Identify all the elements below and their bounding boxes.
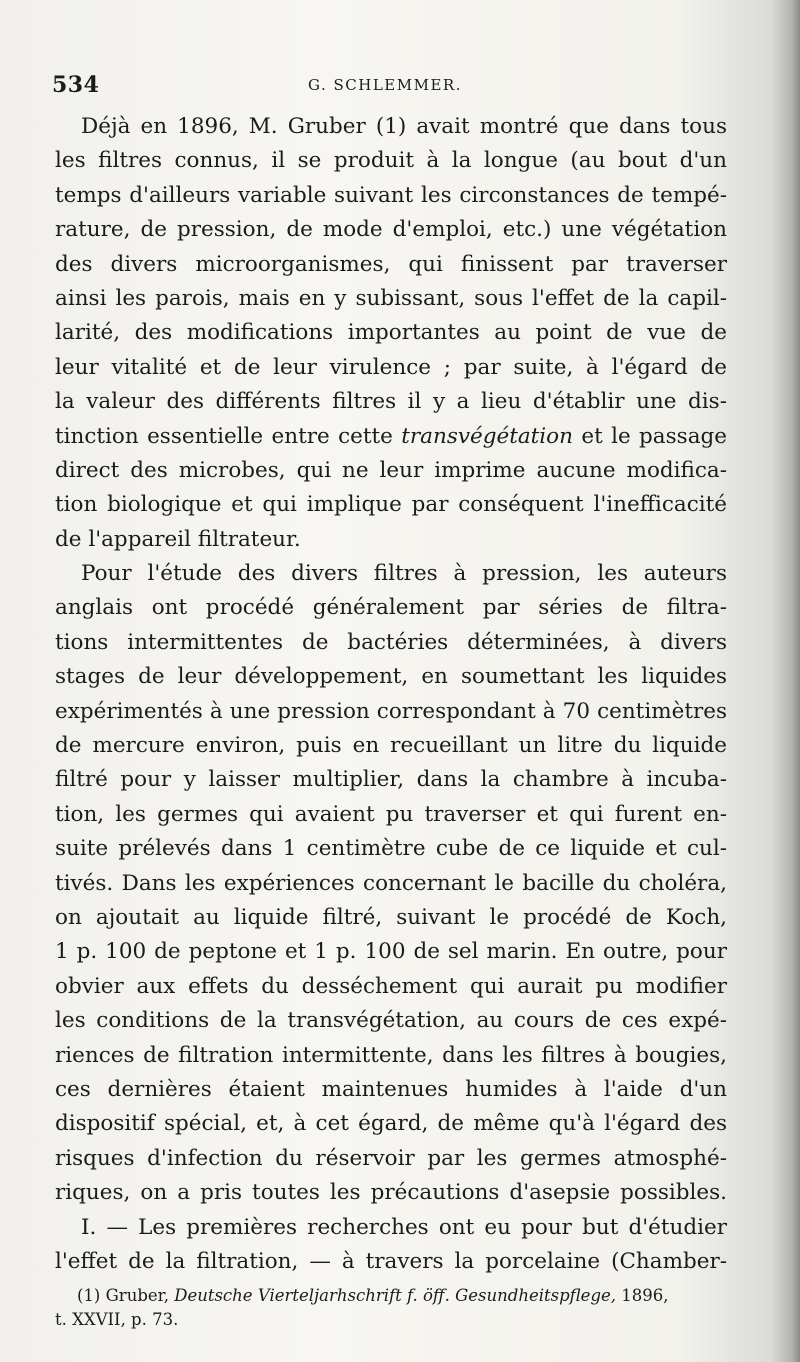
text-line: ces dernières étaient maintenues humides à l'aide d'un (55, 1076, 727, 1102)
page-header (52, 72, 742, 102)
text-line: tions intermittentes de bactéries déterminées, à divers (55, 629, 727, 655)
running-head: G. SCHLEMMER. (308, 76, 462, 94)
text-line: tion biologique et qui implique par conséquent l'inefficacité (55, 492, 727, 518)
footnote-author: Gruber, (105, 1286, 169, 1305)
text-line: Pour l'étude des divers filtres à pression, les auteurs (81, 561, 727, 587)
italic-term: transvégétation (401, 423, 573, 449)
text-line: risques d'infection du réservoir par les germes atmosphé- (55, 1145, 727, 1171)
text-line: rature, de pression, de mode d'emploi, etc.) une végétation (55, 217, 727, 243)
text-line: on ajoutait au liquide filtré, suivant le procédé de Koch, (55, 904, 727, 930)
text-line: riences de filtration intermittente, dans les filtres à bougies, (55, 1042, 727, 1068)
footnote-year: 1896, (621, 1286, 669, 1305)
text-line: la valeur des différents filtres il y a lieu d'établir une dis- (55, 389, 727, 415)
text-line: tivés. Dans les expériences concernant le bacille du choléra, (55, 870, 727, 896)
body-text (55, 110, 727, 1279)
text-line: anglais ont procédé généralement par séries de filtra- (55, 595, 727, 621)
page-edge-shadow (772, 0, 800, 1362)
text-line: leur vitalité et de leur virulence ; par suite, à l'égard de (55, 354, 727, 380)
footnote-marker: (1) (77, 1286, 101, 1305)
text-line: des divers microorganismes, qui finissent par traverser (55, 251, 727, 277)
text-line: de l'appareil filtrateur. (55, 526, 301, 552)
text-line: de mercure environ, puis en recueillant un litre du liquide (55, 733, 727, 759)
text-line: 1 p. 100 de peptone et 1 p. 100 de sel marin. En outre, pour (55, 939, 727, 965)
page-number: 534 (52, 72, 100, 98)
text-line: dispositif spécial, et, à cet égard, de même qu'à l'égard des (55, 1111, 727, 1137)
footnote-journal: Deutsche Vierteljarhschrift f. öff. Gesundheitspflege, (174, 1286, 617, 1305)
text-line: riques, on a pris toutes les précautions d'asepsie possibles. (55, 1180, 727, 1206)
footnote (55, 1284, 735, 1332)
text-line: direct des microbes, qui ne leur imprime aucune modifica- (55, 457, 727, 483)
text-line: expérimentés à une pression correspondant à 70 centimètres (55, 698, 727, 724)
text-line: les filtres connus, il se produit à la longue (au bout d'un (55, 148, 727, 174)
text-line: ainsi les parois, mais en y subissant, sous l'effet de la capil- (55, 285, 727, 311)
text-line: filtré pour y laisser multiplier, dans la chambre à incuba- (55, 767, 727, 793)
text-segment: et le passage (581, 423, 727, 449)
footnote-line (55, 1284, 735, 1308)
text-line: l'effet de la filtration, — à travers la porcelaine (Chamber- (55, 1248, 727, 1274)
text-line: temps d'ailleurs variable suivant les circonstances de tempé- (55, 182, 727, 208)
text-line: suite prélevés dans 1 centimètre cube de ce liquide et cul- (55, 836, 727, 862)
text-line: Déjà en 1896, M. Gruber (1) avait montré que dans tous (81, 114, 727, 139)
text-segment: tinction essentielle entre cette (55, 423, 393, 449)
text-line: stages de leur développement, en soumettant les liquides (55, 664, 727, 690)
text-line: les conditions de la transvégétation, au cours de ces expé- (55, 1008, 727, 1034)
footnote-line: t. XXVII, p. 73. (55, 1310, 179, 1329)
text-line-with-italic (55, 420, 727, 454)
text-line: tion, les germes qui avaient pu traverser et qui furent en- (55, 801, 727, 827)
text-line: larité, des modifications importantes au point de vue de (55, 320, 727, 346)
text-line: I. — Les premières recherches ont eu pour but d'étudier (81, 1214, 727, 1240)
text-line: obvier aux effets du desséchement qui aurait pu modifier (55, 973, 727, 999)
